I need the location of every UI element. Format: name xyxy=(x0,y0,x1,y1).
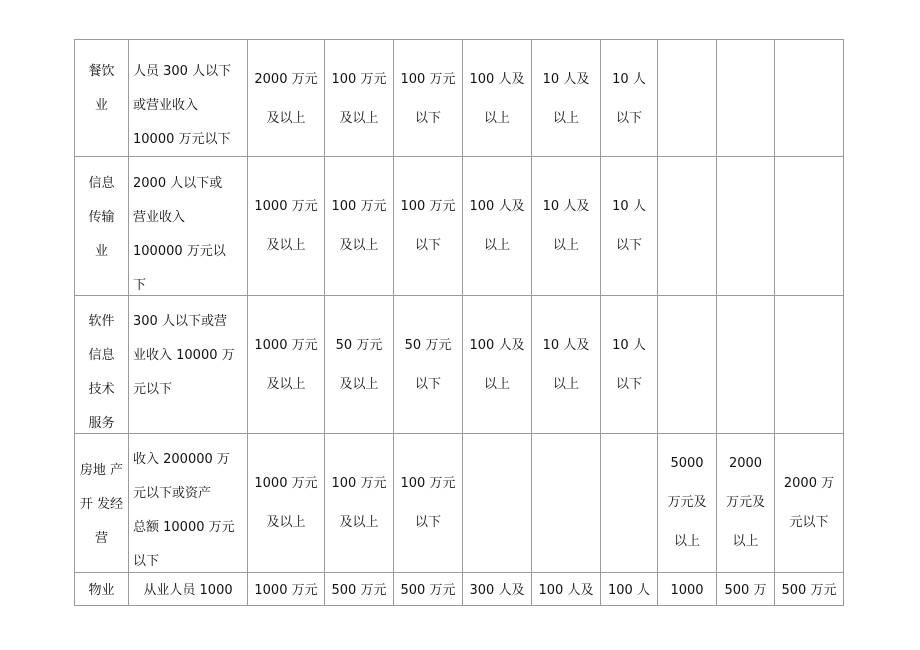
value-cell: 100 万元 及以上 xyxy=(325,434,394,573)
value-cell: 10 人 以下 xyxy=(601,40,658,157)
value-cell: 2000 万元及 以上 xyxy=(717,434,775,573)
industry-cell: 房地 产 开 发经 营 xyxy=(75,434,129,573)
value-cell: 5000 万元及 以上 xyxy=(658,434,717,573)
value-cell: 2000 万元 及以上 xyxy=(248,40,325,157)
table-row xyxy=(75,296,844,434)
value-cell xyxy=(717,296,775,434)
value-cell: 500 万 xyxy=(717,573,775,606)
value-cell: 100 万元 以下 xyxy=(394,434,463,573)
value-cell: 1000 万元 及以上 xyxy=(248,434,325,573)
value-cell xyxy=(658,157,717,296)
value-cell: 500 万元 xyxy=(775,573,844,606)
value-cell: 300 人及 xyxy=(463,573,532,606)
value-cell: 10 人及 以上 xyxy=(532,157,601,296)
table-row xyxy=(75,157,844,296)
value-cell: 1000 xyxy=(658,573,717,606)
value-cell: 2000 万 元以下 xyxy=(775,434,844,573)
value-cell: 100 万元 及以上 xyxy=(325,157,394,296)
table-row xyxy=(75,434,844,573)
value-cell xyxy=(463,434,532,573)
industry-cell: 餐饮 业 xyxy=(75,40,129,157)
value-cell: 1000 万元 及以上 xyxy=(248,296,325,434)
value-cell: 100 万元 及以上 xyxy=(325,40,394,157)
value-cell xyxy=(775,296,844,434)
value-cell: 10 人及 以上 xyxy=(532,40,601,157)
value-cell: 100 万元 以下 xyxy=(394,40,463,157)
value-cell: 100 人 xyxy=(601,573,658,606)
criterion-cell: 收入 200000 万 元以下或资产 总额 10000 万元 以下 xyxy=(129,434,248,573)
value-cell xyxy=(658,40,717,157)
criterion-cell: 300 人以下或营 业收入 10000 万 元以下 xyxy=(129,296,248,434)
value-cell xyxy=(717,40,775,157)
criterion-cell: 2000 人以下或 营业收入 100000 万元以 下 xyxy=(129,157,248,296)
criterion-cell: 从业人员 1000 xyxy=(129,573,248,606)
table-row xyxy=(75,573,844,606)
value-cell xyxy=(775,40,844,157)
value-cell: 100 人及 以上 xyxy=(463,40,532,157)
enterprise-size-criteria-table xyxy=(74,39,844,606)
value-cell: 500 万元 xyxy=(394,573,463,606)
industry-cell: 物业 xyxy=(75,573,129,606)
value-cell: 10 人 以下 xyxy=(601,157,658,296)
value-cell xyxy=(717,157,775,296)
value-cell: 100 人及 以上 xyxy=(463,157,532,296)
value-cell: 50 万元 及以上 xyxy=(325,296,394,434)
value-cell: 100 万元 以下 xyxy=(394,157,463,296)
value-cell: 1000 万元 xyxy=(248,573,325,606)
value-cell: 10 人及 以上 xyxy=(532,296,601,434)
value-cell xyxy=(775,157,844,296)
value-cell xyxy=(532,434,601,573)
value-cell: 100 人及 xyxy=(532,573,601,606)
criterion-cell: 人员 300 人以下 或营业收入 10000 万元以下 xyxy=(129,40,248,157)
value-cell xyxy=(658,296,717,434)
value-cell: 50 万元 以下 xyxy=(394,296,463,434)
value-cell: 500 万元 xyxy=(325,573,394,606)
value-cell: 1000 万元 及以上 xyxy=(248,157,325,296)
value-cell xyxy=(601,434,658,573)
industry-cell: 信息 传输 业 xyxy=(75,157,129,296)
value-cell: 100 人及 以上 xyxy=(463,296,532,434)
value-cell: 10 人 以下 xyxy=(601,296,658,434)
table-row xyxy=(75,40,844,157)
industry-cell: 软件 信息 技术 服务 xyxy=(75,296,129,434)
